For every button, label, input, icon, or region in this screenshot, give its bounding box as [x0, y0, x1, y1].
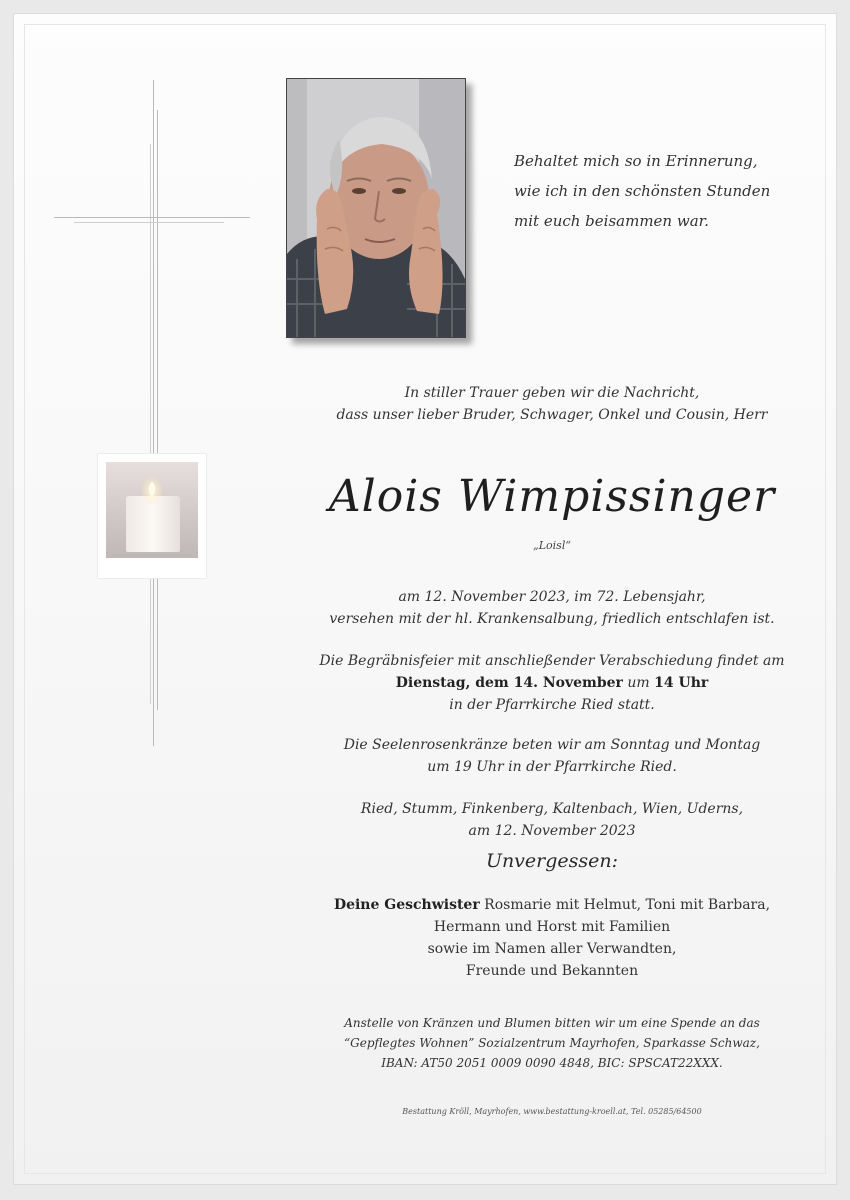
nickname: „Loisl“: [533, 539, 571, 552]
donation-line: IBAN: AT50 2051 0009 0090 4848, BIC: SPSCAT22XXX.: [381, 1056, 723, 1070]
date-line: am 12. November 2023: [468, 823, 636, 839]
death-notice: [296, 586, 808, 630]
mourners-line: [296, 894, 808, 916]
donation-line: “Gepflegtes Wohnen” Sozialzentrum Mayrhofen, Sparkasse Schwaz,: [344, 1036, 760, 1050]
place-date: [296, 798, 808, 842]
donation-request: [296, 1013, 808, 1073]
funeral-info: [296, 650, 808, 716]
intro-text: [296, 382, 808, 426]
donation-line: Anstelle von Kränzen und Blumen bitten wir um eine Spende an das: [344, 1016, 760, 1030]
death-line: am 12. November 2023, im 72. Lebensjahr,: [398, 589, 706, 605]
death-line: versehen mit der hl. Krankensalbung, friedlich entschlafen ist.: [329, 611, 775, 627]
obituary-card: [14, 14, 836, 1184]
mourners-line: sowie im Namen aller Verwandten,: [427, 941, 677, 957]
rosary-line: um 19 Uhr in der Pfarrkirche Ried.: [427, 759, 677, 775]
funeral-home-footer: Bestattung Kröll, Mayrhofen, www.bestattung-kroell.at, Tel. 05285/64500: [402, 1107, 702, 1116]
verse-line: wie ich in den schönsten Stunden: [514, 182, 771, 200]
portrait-photo: [286, 78, 466, 338]
verse-line: Behaltet mich so in Erinnerung,: [514, 152, 758, 170]
funeral-day: Dienstag, dem 14. November: [395, 675, 623, 691]
unvergessen-heading: Unvergessen:: [485, 850, 619, 872]
mourners-line: Freunde und Bekannten: [465, 963, 639, 979]
places-line: Ried, Stumm, Finkenberg, Kaltenbach, Wien, Uderns,: [360, 801, 744, 817]
funeral-um: um: [622, 675, 655, 691]
deceased-name: Alois Wimpissinger: [328, 471, 776, 522]
rosary-info: [296, 734, 808, 778]
candle-image: [98, 454, 206, 578]
rosary-line: Die Seelenrosenkränze beten wir am Sonntag und Montag: [343, 737, 761, 753]
verse-line: mit euch beisammen war.: [514, 212, 709, 230]
mourners-lead: Deine Geschwister: [333, 897, 480, 913]
mourners-rest: Rosmarie mit Helmut, Toni mit Barbara,: [479, 897, 771, 913]
funeral-time: 14 Uhr: [654, 675, 709, 691]
intro-line: dass unser lieber Bruder, Schwager, Onkel und Cousin, Herr: [336, 407, 768, 423]
funeral-line: Die Begräbnisfeier mit anschließender Verabschiedung findet am: [319, 653, 785, 669]
funeral-location: in der Pfarrkirche Ried statt.: [449, 697, 655, 713]
mourners-list: [296, 894, 808, 982]
funeral-datetime: [296, 672, 808, 694]
verse-quote: [514, 146, 814, 236]
intro-line: In stiller Trauer geben wir die Nachricht,: [404, 385, 700, 401]
mourners-line: Hermann und Horst mit Familien: [433, 919, 671, 935]
